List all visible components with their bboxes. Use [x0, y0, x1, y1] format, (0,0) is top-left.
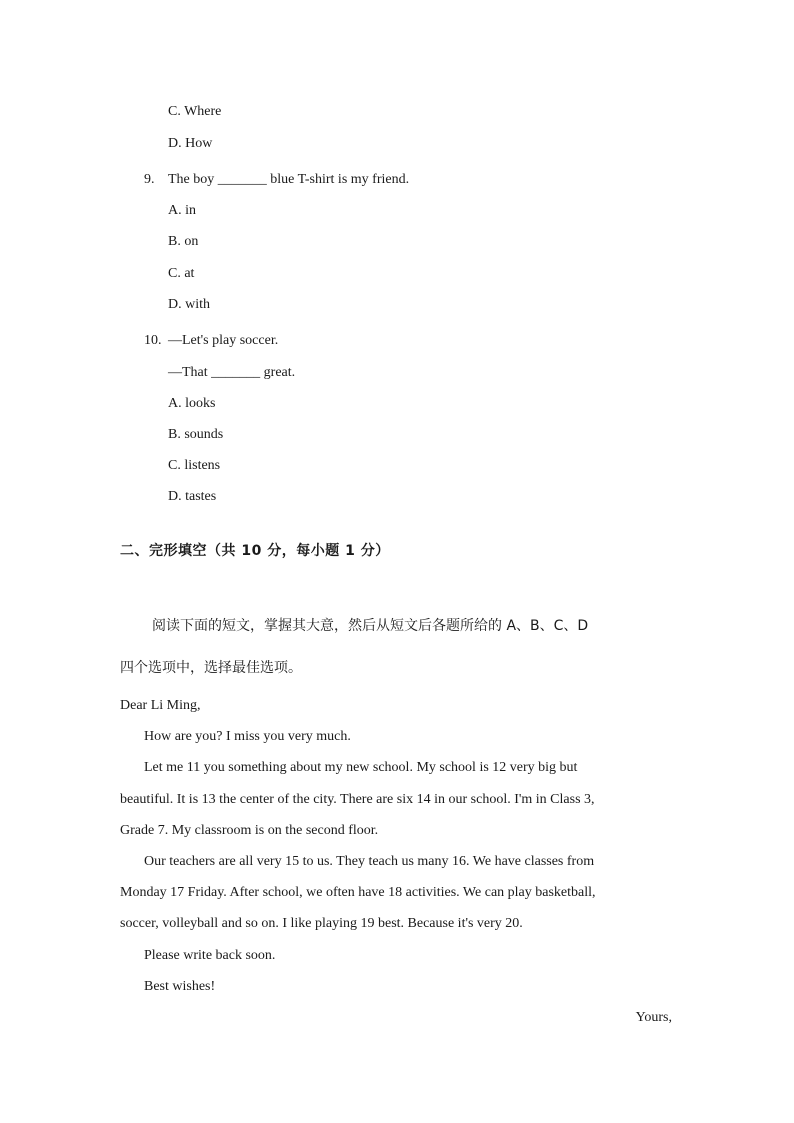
instruction-line-2: 四个选项中，选择最佳选项。: [120, 660, 302, 676]
letter-paragraph-1: How are you? I miss you very much.: [144, 729, 351, 744]
q8-option-c: C. Where: [168, 104, 222, 119]
letter-paragraph-3-line-2: Monday 17 Friday. After school, we often have 18 activities. We can play basketball,: [120, 885, 596, 900]
q10-stem-line2: —That _______ great.: [168, 365, 296, 380]
letter-paragraph-2-line-2: beautiful. It is 13 the center of the city. There are six 14 in our school. I'm in Class 3,: [120, 792, 595, 807]
section-title: 二、完形填空（共 10 分，每小题 1 分）: [120, 543, 390, 559]
q10-stem-line1: —Let's play soccer.: [168, 333, 279, 348]
q9-option-a: A. in: [168, 203, 196, 218]
letter-closing: Best wishes!: [144, 979, 216, 994]
q10-number: 10.: [144, 333, 162, 348]
q10-option-c: C. listens: [168, 458, 221, 473]
q9-option-b: B. on: [168, 234, 199, 249]
q9-option-d: D. with: [168, 297, 210, 312]
letter-greeting: Dear Li Ming,: [120, 698, 201, 713]
letter-signoff: Yours,: [635, 1010, 672, 1025]
q10-option-b: B. sounds: [168, 427, 224, 442]
q9-option-c: C. at: [168, 266, 195, 281]
q10-option-d: D. tastes: [168, 489, 217, 504]
letter-paragraph-4: Please write back soon.: [144, 948, 276, 963]
letter-paragraph-2-line-1: Let me 11 you something about my new school. My school is 12 very big but: [144, 760, 578, 775]
q9-stem: The boy _______ blue T-shirt is my friend.: [168, 172, 410, 187]
q8-option-d: D. How: [168, 136, 213, 151]
letter-paragraph-3-line-1: Our teachers are all very 15 to us. They teach us many 16. We have classes from: [144, 854, 595, 869]
letter-paragraph-2-line-3: Grade 7. My classroom is on the second floor.: [120, 823, 379, 838]
q9-number: 9.: [144, 172, 155, 187]
letter-paragraph-3-line-3: soccer, volleyball and so on. I like playing 19 best. Because it's very 20.: [120, 916, 523, 931]
instruction-line-1: 阅读下面的短文，掌握其大意，然后从短文后各题所给的 A、B、C、D: [152, 618, 589, 634]
q10-option-a: A. looks: [168, 396, 216, 411]
